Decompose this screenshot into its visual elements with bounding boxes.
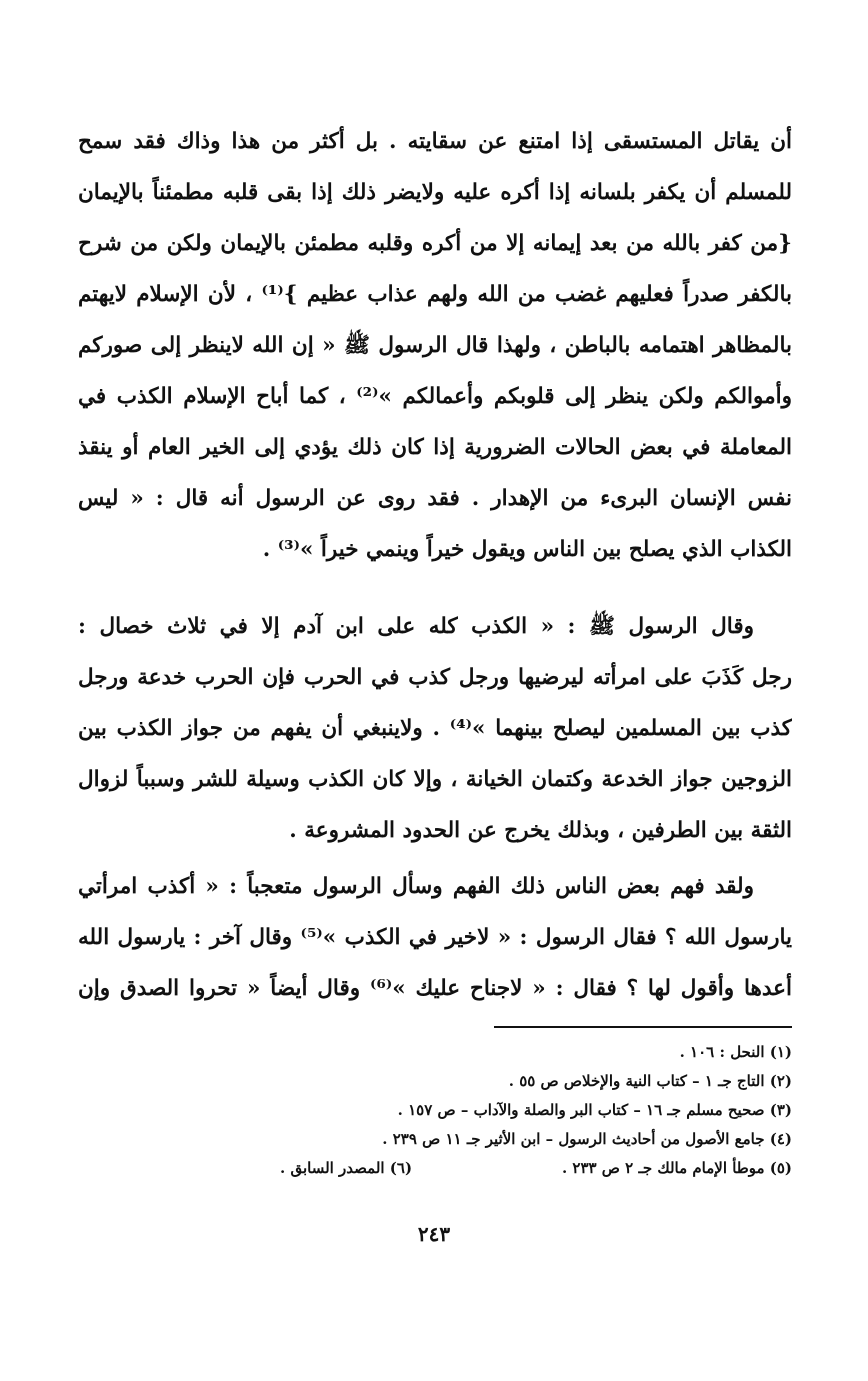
text-line: الكذاب الذي يصلح بين الناس ويقول خيراً وينمي خيراً »⁽³⁾ . (262, 537, 792, 562)
text-line: المعاملة في بعض الحالات الضرورية إذا كان ذلك يؤدي إلى الخير العام أو ينقذ (78, 435, 792, 460)
text-line: بالكفر صدراً فعليهم غضب من الله ولهم عذاب عظيم }⁽¹⁾ ، لأن الإسلام لايهتم (78, 282, 792, 307)
footnote-4: (٤) جامع الأصول من أحاديث الرسول – ابن الأثير جـ ١١ ص ٢٣٩ . (382, 1130, 792, 1148)
footnote-row-5-6 (280, 1154, 792, 1183)
footnote-separator (494, 1026, 792, 1028)
text-line: يارسول الله ؟ فقال الرسول : « لاخير في الكذب »⁽⁵⁾ وقال آخر : يارسول الله (78, 925, 792, 950)
footnotes (280, 1038, 792, 1183)
footnote-3: (٣) صحيح مسلم جـ ١٦ – كتاب البر والصلة والآداب – ص ١٥٧ . (397, 1101, 792, 1119)
paragraph-1 (78, 116, 792, 575)
text-line: الثقة بين الطرفين ، وبذلك يخرج عن الحدود المشروعة . (289, 818, 792, 843)
text-line: نفس الإنسان البرىء من الإهدار . فقد روى عن الرسول أنه قال : « ليس (78, 486, 792, 511)
text-line: وأموالكم ولكن ينظر إلى قلوبكم وأعمالكم »⁽²⁾ ، كما أباح الإسلام الكذب في (78, 384, 792, 409)
text-line: أن يقاتل المستسقى إذا امتنع عن سقايته . بل أكثر من هذا وذاك فقد سمح (78, 129, 792, 154)
page-number: ٢٤٣ (417, 1222, 451, 1246)
paragraph-2 (78, 601, 792, 856)
text-line: بالمظاهر اهتمامه بالباطن ، ولهذا قال الرسول ﷺ « إن الله لاينظر إلى صوركم (78, 333, 792, 358)
text-line: الزوجين جواز الخدعة وكتمان الخيانة ، وإلا كان الكذب وسيلة للشر وسبباً لزوال (78, 767, 792, 792)
footnote-5: (٥) موطأ الإمام مالك جـ ٢ ص ٢٣٣ . (561, 1159, 792, 1177)
footnote-1: (١) النحل : ١٠٦ . (679, 1043, 792, 1061)
text-line: رجل كَذَبَ على امرأته ليرضيها ورجل كذب في الحرب فإن الحرب خدعة ورجل (78, 665, 792, 690)
text-line: كذب بين المسلمين ليصلح بينهما »⁽⁴⁾ . ولاينبغي أن يفهم من جواز الكذب بين (78, 716, 792, 741)
text-line: وقال الرسول ﷺ : « الكذب كله على ابن آدم إلا في ثلاث خصال : (78, 614, 754, 639)
text-line: أعدها وأقول لها ؟ فقال : « لاجناح عليك »⁽⁶⁾ وقال أيضاً « تحروا الصدق وإن (78, 976, 792, 1001)
footnote-2: (٢) التاج جـ ١ – كتاب النية والإخلاص ص ٥٥ . (508, 1072, 792, 1090)
footnote-6: (٦) المصدر السابق . (280, 1159, 413, 1177)
text-line: ولقد فهم بعض الناس ذلك الفهم وسأل الرسول متعجباً : « أكذب امرأتي (78, 874, 754, 899)
text-line: {من كفر بالله من بعد إيمانه إلا من أكره وقلبه مطمئن بالإيمان ولكن من شرح (78, 231, 792, 256)
text-line: للمسلم أن يكفر بلسانه إذا أكره عليه ولايضر ذلك إذا بقى قلبه مطمئناً بالإيمان (78, 180, 792, 205)
paragraph-3 (78, 861, 792, 1014)
